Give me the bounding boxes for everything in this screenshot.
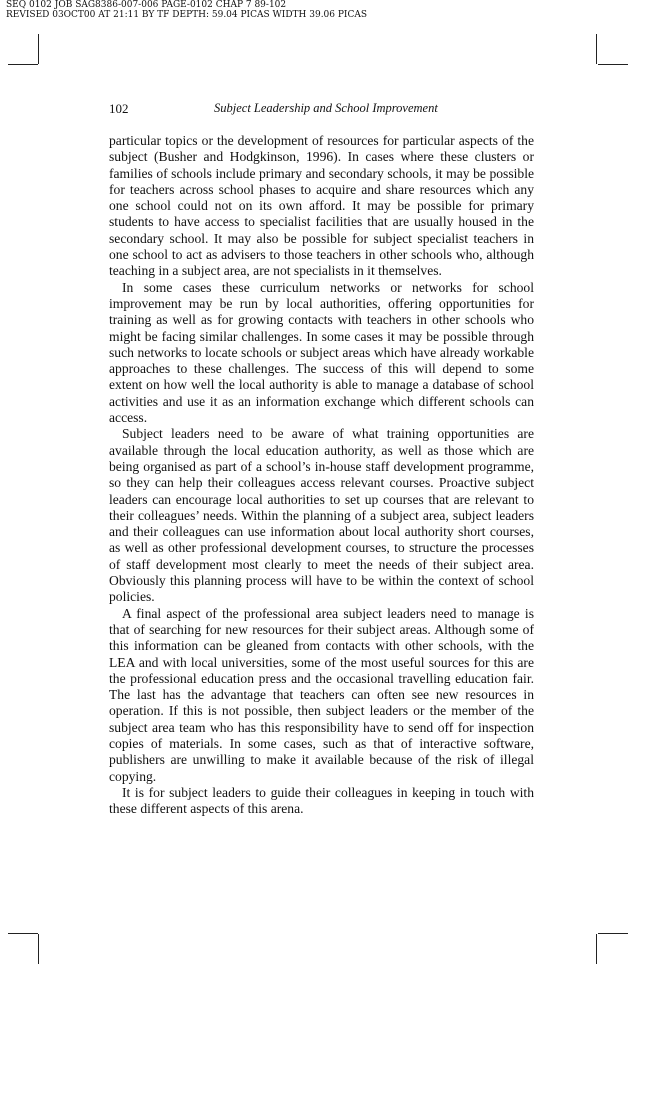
paragraph: particular topics or the development of resources for particular aspects of the subject (Busher and Hodgkinson, 1996). In cases where these clusters or families of schools include primary and secondary schools, it may be possible for teachers across school phases to acquire and share resources which any one school could not on its own afford. It may be possible for primary students to have access to specialist facilities that are usually housed in the secondary school. It may also be possible for subject specialist teachers in one school to act as advisers to those teachers in other schools who, although teaching in a subject area, are not specialists in it themselves. [109,133,534,279]
crop-mark-top-left-vertical [38,34,39,64]
crop-mark-bottom-left-horizontal [8,933,38,934]
paragraph: Subject leaders need to be aware of what training opportunities are available through the local education authority, as well as those which are being organised as part of a school’s in-house staff development programme, so they can help their colleagues access relevant courses. Proactive subject leaders can encourage local authorities to set up courses that are relevant to their colleagues’ needs. Within the planning of a subject area, subject leaders and their colleagues can use information about local authority short courses, as well as other professional development courses, to structure the processes of staff development most clearly to meet the needs of their subject area. Obviously this planning process will have to be within the context of school policies. [109,426,534,605]
paragraph: It is for subject leaders to guide their colleagues in keeping in touch with these different aspects of this arena. [109,784,534,817]
page-number: 102 [109,101,129,116]
crop-mark-top-right-vertical [596,34,597,64]
printer-slug-line-1: SEQ 0102 JOB SAG8386-007-006 PAGE-0102 CHAP 7 89-102 [6,0,287,10]
crop-mark-bottom-right-vertical [596,934,597,964]
crop-mark-top-right-horizontal [598,64,628,65]
crop-mark-bottom-right-horizontal [598,933,628,934]
paragraph: A final aspect of the professional area subject leaders need to manage is that of searching for new resources for their subject areas. Although some of this information can be gleaned from contacts with other schools, with the LEA and with local universities, some of the most useful sources for this are the professional education press and the occasional travelling education fair. The last has the advantage that teachers can often see new resources in operation. If this is not possible, then subject leaders or the member of the subject area team who has this responsibility have to send off for inspection copies of materials. In some cases, such as that of interactive software, publishers are unwilling to make it available because of the risk of illegal copying. [109,605,534,784]
printer-slug-line-2: REVISED 03OCT00 AT 21:11 BY TF DEPTH: 59.04 PICAS WIDTH 39.06 PICAS [6,10,368,20]
paragraph: In some cases these curriculum networks or networks for school improvement may be run by local authorities, offering opportunities for training as well as for growing contacts with teachers in other schools who might be facing similar challenges. In some cases it may be possible through such networks to locate schools or subject areas which have already workable approaches to these challenges. The success of this will depend to some extent on how well the local authority is able to manage a database of school activities and use it as an information exchange which different schools can access. [109,279,534,426]
crop-mark-bottom-left-vertical [38,934,39,964]
body-text [109,133,534,817]
page-header [109,101,534,117]
running-head: Subject Leadership and School Improvement [214,101,438,115]
crop-mark-top-left-horizontal [8,64,38,65]
